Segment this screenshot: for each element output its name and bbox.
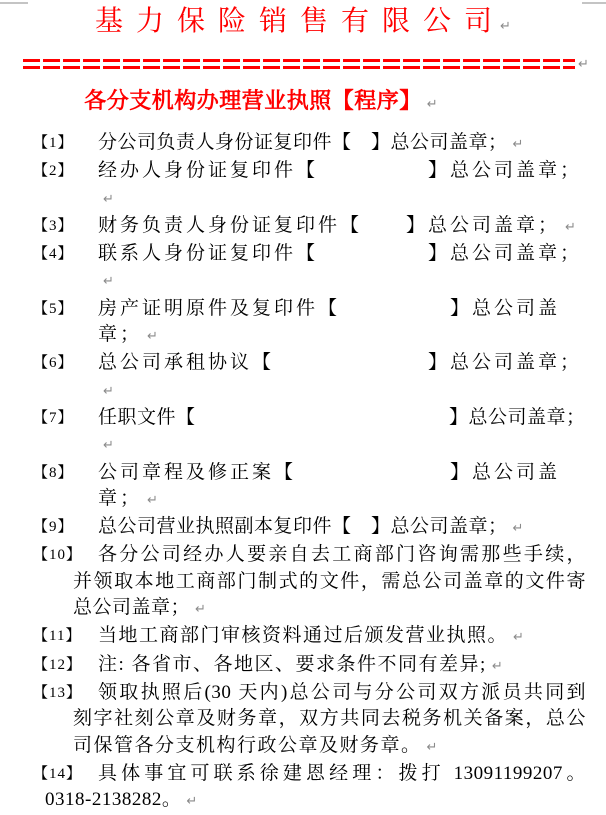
list-item-14 (33, 761, 586, 815)
paragraph-mark-icon: ↵ (491, 658, 503, 674)
paragraph-mark-icon: ↵ (103, 274, 114, 290)
item-number: 【6】 (33, 355, 74, 372)
list-item-2 (33, 158, 586, 213)
item-number: 【1】 (33, 135, 74, 151)
list-item-12 (33, 652, 586, 680)
item-text-line: 刻字社刻公章及财务章，双方共同去税务机关备案，总公 (73, 708, 586, 730)
paragraph-mark-icon: ↵ (512, 137, 524, 152)
paragraph-mark-icon: ↵ (426, 739, 438, 755)
list-item-8 (33, 460, 586, 515)
item-text: 公司章程及修正案【 】总公司盖章； (98, 461, 561, 509)
item-text: 经办人身份证复印件【 】总公司盖章； (98, 160, 583, 182)
list-item-7 (33, 405, 586, 460)
paragraph-mark-icon: ↵ (147, 329, 158, 345)
section-heading: 各分支机构办理营业执照【程序】 (84, 88, 422, 113)
item-number: 【10】 (33, 547, 83, 564)
item-text-line: 领取执照后(30 天内)总公司与分公司双方派员共同到 (98, 681, 586, 703)
item-text: 分公司负责人身份证复印件【 】总公司盖章； (98, 132, 508, 153)
paragraph-mark-icon: ↵ (513, 630, 524, 646)
item-text: 总公司承租协议【 】总公司盖章； (98, 352, 583, 374)
paragraph-mark-icon: ↵ (103, 438, 114, 454)
paragraph-mark-icon: ↵ (103, 383, 114, 399)
item-text: 任职文件【 】总公司盖章； (98, 406, 586, 428)
item-number: 【11】 (33, 628, 82, 645)
paragraph-mark-icon: ↵ (565, 219, 576, 235)
item-text-line: 各分公司经办人要亲自去工商部门咨询需那些手续， (98, 544, 586, 566)
item-number: 【9】 (33, 519, 74, 536)
paragraph-mark-icon: ↵ (103, 191, 114, 207)
list-item-13 (33, 680, 586, 761)
item-text-line: 总公司盖章； (73, 597, 191, 619)
paragraph-mark-icon: ↵ (500, 19, 511, 34)
item-text: 当地工商部门审核资料通过后颁发营业执照。 (98, 625, 509, 647)
item-number: 【14】 (33, 765, 83, 782)
paragraph-mark-icon: ↵ (195, 602, 206, 618)
item-text: 注: 各省市、各地区、要求条件不同有差异; (98, 653, 487, 675)
item-text: 总公司营业执照副本复印件【 】总公司盖章； (98, 516, 508, 538)
procedure-list (0, 130, 606, 815)
list-item-1 (33, 130, 586, 158)
item-number: 【5】 (33, 300, 74, 317)
list-item-3 (33, 213, 586, 241)
item-text: 联系人身份证复印件【 】总公司盖章； (98, 243, 583, 265)
paragraph-mark-icon: ↵ (426, 97, 438, 112)
paragraph-mark-icon: ↵ (147, 492, 158, 508)
double-line-separator (23, 59, 575, 69)
paragraph-mark-icon: ↵ (186, 794, 198, 810)
item-text: 财务负责人身份证复印件【 】总公司盖章； (98, 214, 561, 236)
item-text-line: 0318-2138282。 (45, 789, 182, 811)
title-row (0, 0, 606, 43)
item-text: 房产证明原件及复印件【 】总公司盖章； (98, 297, 561, 346)
page-boundary-mark-left (0, 2, 28, 4)
item-number: 【4】 (33, 246, 74, 263)
item-text-line: 司保管各分支机构行政公章及财务章。 (73, 734, 422, 756)
separator-row (23, 58, 606, 70)
list-item-10 (33, 542, 586, 623)
item-number: 【13】 (33, 684, 83, 701)
item-text-line: 并领取本地工商部门制式的文件，需总公司盖章的文件寄 (73, 570, 586, 592)
page-boundary-mark-right (582, 2, 606, 4)
item-number: 【7】 (33, 409, 74, 426)
list-item-4 (33, 241, 586, 296)
paragraph-mark-icon: ↵ (512, 521, 524, 537)
paragraph-mark-icon: ↵ (578, 56, 589, 72)
heading-row (0, 87, 606, 118)
item-number: 【2】 (33, 163, 74, 180)
item-text-line: 具体事宜可联系徐建恩经理：拨打 13091199207。 (98, 762, 586, 784)
list-item-9 (33, 514, 586, 542)
company-title: 基 力 保 险 销 售 有 限 公 司 (95, 6, 496, 37)
list-item-11 (33, 623, 586, 651)
item-number: 【8】 (33, 464, 74, 481)
item-number: 【3】 (33, 217, 74, 234)
list-item-5 (33, 296, 586, 351)
item-number: 【12】 (33, 656, 83, 673)
list-item-6 (33, 350, 586, 405)
